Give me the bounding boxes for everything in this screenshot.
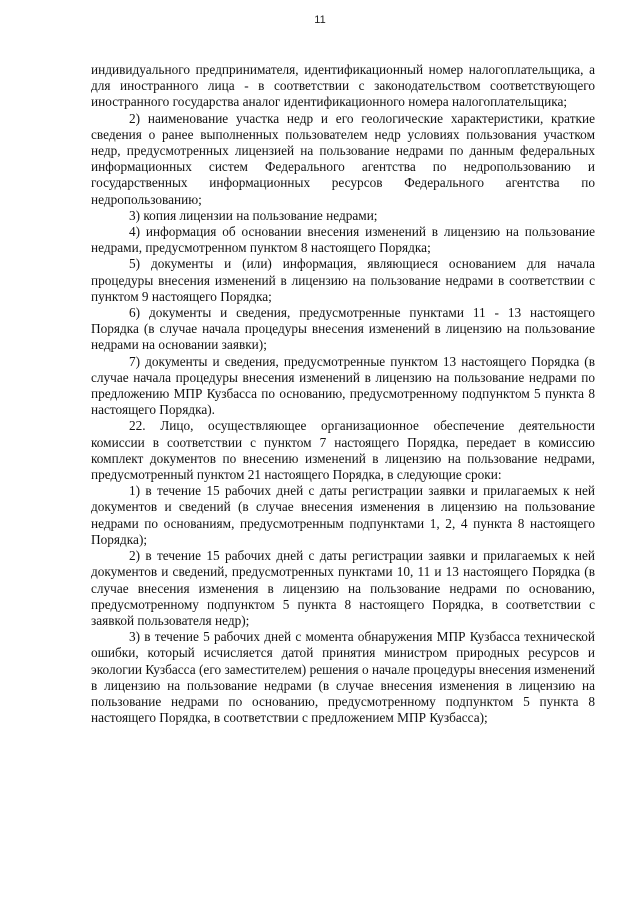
deadline-item-3: 3) в течение 5 рабочих дней с момента обнаружения МПР Кузбасса технической ошибки, который исчисляется датой принятия министром природных ресурсов и экологии Кузбасса (его заместителем) решения о начале процедуры внесения изменений в лицензию на пользование недрами (в случае внесения изменения в лицензию на пользование недрами по основанию, предусмотренному подпунктом 5 пункта 8 настоящего Порядка, в соответствии с предложением МПР Кузбасса);	[91, 629, 595, 726]
document-body	[91, 62, 595, 726]
list-item-3: 3) копия лицензии на пользование недрами;	[129, 207, 378, 223]
deadline-item-2: 2) в течение 15 рабочих дней с даты регистрации заявки и прилагаемых к ней документов и сведений, предусмотренных пунктами 10, 11 и 13 настоящего Порядка (в случае внесения изменения в лицензию на пользование недрами по основанию, предусмотренному подпунктом 5 пункта 8 настоящего Порядка, в соответствии с заявкой пользователя недр);	[91, 548, 595, 628]
list-item-7: 7) документы и сведения, предусмотренные пунктом 13 настоящего Порядка (в случае начала процедуры внесения изменений в лицензию на пользование недрами по предложению МПР Кузбасса по основанию, предусмотренному подпунктом 5 пункта 8 настоящего Порядка).	[91, 353, 595, 418]
paragraph-continuation: индивидуального предпринимателя, идентификационный номер налогоплательщика, а для иностранного лица - в соответствии с законодательством соответствующего иностранного государства аналог идентификационного номера налогоплательщика;	[91, 62, 595, 110]
deadline-item-1: 1) в течение 15 рабочих дней с даты регистрации заявки и прилагаемых к ней документов и сведений (в случае внесения изменения в лицензию на пользование недрами по основаниям, предусмотренным подпунктами 1, 2, 4 пункта 8 настоящего Порядка);	[91, 483, 595, 547]
list-item-6: 6) документы и сведения, предусмотренные пунктами 11 - 13 настоящего Порядка (в случае начала процедуры внесения изменений в лицензию на пользование недрами на основании заявки);	[91, 305, 595, 353]
section-22-paragraph: 22. Лицо, осуществляющее организационное обеспечение деятельности комиссии в соответствии с пунктом 7 настоящего Порядка, передает в комиссию комплект документов по внесению изменений в лицензию на пользование недрами, предусмотренный пунктом 21 настоящего Порядка, в следующие сроки:	[91, 418, 595, 483]
page-number: 11	[314, 14, 326, 26]
list-item-2: 2) наименование участка недр и его геологические характеристики, краткие сведения о ранее выполненных пользователем недр условиях пользования участком недр, предусмотренных лицензией на пользование недрами по данным федеральных информационных систем Федерального агентства по недропользованию и государственных информационных ресурсов Федерального агентства по недропользованию;	[91, 110, 595, 207]
list-item-4: 4) информация об основании внесения изменений в лицензию на пользование недрами, предусмотренном пунктом 8 настоящего Порядка;	[91, 224, 595, 256]
list-item-5: 5) документы и (или) информация, являющиеся основанием для начала процедуры внесения изменений в лицензию на пользование недрами в соответствии с пунктом 9 настоящего Порядка;	[91, 256, 595, 304]
